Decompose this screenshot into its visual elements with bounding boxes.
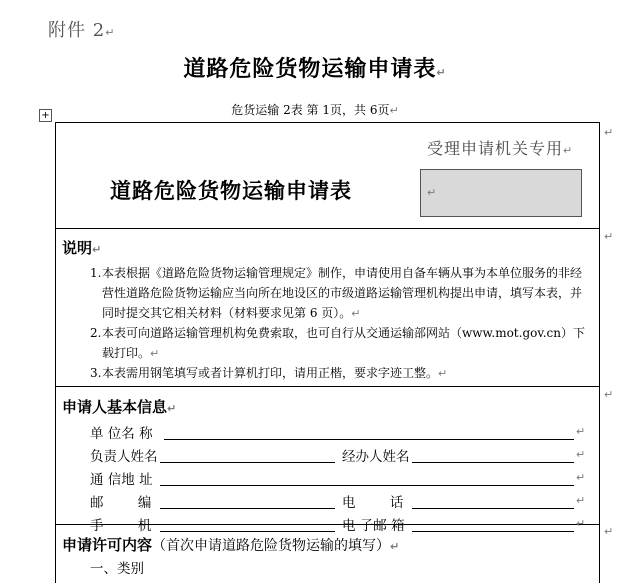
phone-field[interactable] [412, 508, 574, 509]
application-form-table [55, 122, 600, 583]
unit-name-field[interactable] [164, 439, 574, 440]
permit-section-title: 申请许可内容（首次申请道路危险货物运输的填写）↵ [62, 536, 400, 554]
person-row: 负责人姓名 经办人姓名 ↵ [90, 445, 590, 465]
permit-content-cell [56, 525, 599, 585]
form-title: 道路危险货物运输申请表 [110, 179, 352, 203]
person-in-charge-label: 负责人姓名 [90, 449, 158, 465]
address-label: 通 信地 址 [90, 472, 153, 488]
unit-name-label: 单 位名 称 [90, 426, 153, 442]
address-row: 通 信地 址 ↵ [90, 468, 590, 488]
office-use-box[interactable]: ↵ [420, 169, 582, 217]
mobile-row: 手 机 电 子邮 箱 ↵ [90, 514, 590, 534]
table-move-handle-icon[interactable]: + [39, 109, 52, 122]
handler-label: 经办人姓名 [342, 449, 410, 465]
applicant-info-cell [56, 387, 599, 534]
email-label: 电 子邮 箱 [342, 518, 405, 534]
page-title: 道路危险货物运输申请表↵ [183, 57, 447, 82]
postcode-label: 邮 编 [90, 495, 152, 511]
handler-field[interactable] [412, 462, 574, 463]
person-in-charge-field[interactable] [160, 462, 335, 463]
applicant-section-title: 申请人基本信息↵ [62, 398, 177, 416]
header-cell [56, 123, 599, 229]
unit-name-row: 单 位名 称 ↵ [90, 422, 590, 442]
phone-label: 电 话 [342, 495, 404, 511]
postcode-row: 邮 编 电 话 ↵ [90, 491, 590, 511]
note-item: 3. 本表需用钢笔填写或者计算机打印，请用正楷，要求字迹工整。↵ [90, 366, 448, 380]
page-info: 危货运输 2表 第 1页，共 6页↵ [231, 103, 399, 117]
permit-category-item: 一、类别 [90, 561, 144, 577]
note-item: 1. 本表根据《道路危险货物运输管理规定》制作，申请使用自备车辆从事为本单位服务的非经营性道路危险货物运输应当向所在地设区的市级道路运输管理机构提出申请，填写本表，并同时提交其它相关材料（材料要求见第 6 页）。↵ [90, 266, 583, 320]
notes-title: 说明↵ [62, 239, 102, 257]
mobile-label: 手 机 [90, 518, 152, 534]
address-field[interactable] [160, 485, 574, 486]
note-item: 2. 本表可向道路运输管理机构免费索取，也可自行从交通运输部网站（www.mot.gov.cn）下载打印。↵ [90, 326, 585, 360]
attachment-label: 附件 2↵ [48, 20, 116, 41]
postcode-field[interactable] [160, 508, 335, 509]
office-use-label: 受理申请机关专用↵ [427, 139, 574, 158]
notes-cell [56, 229, 599, 387]
